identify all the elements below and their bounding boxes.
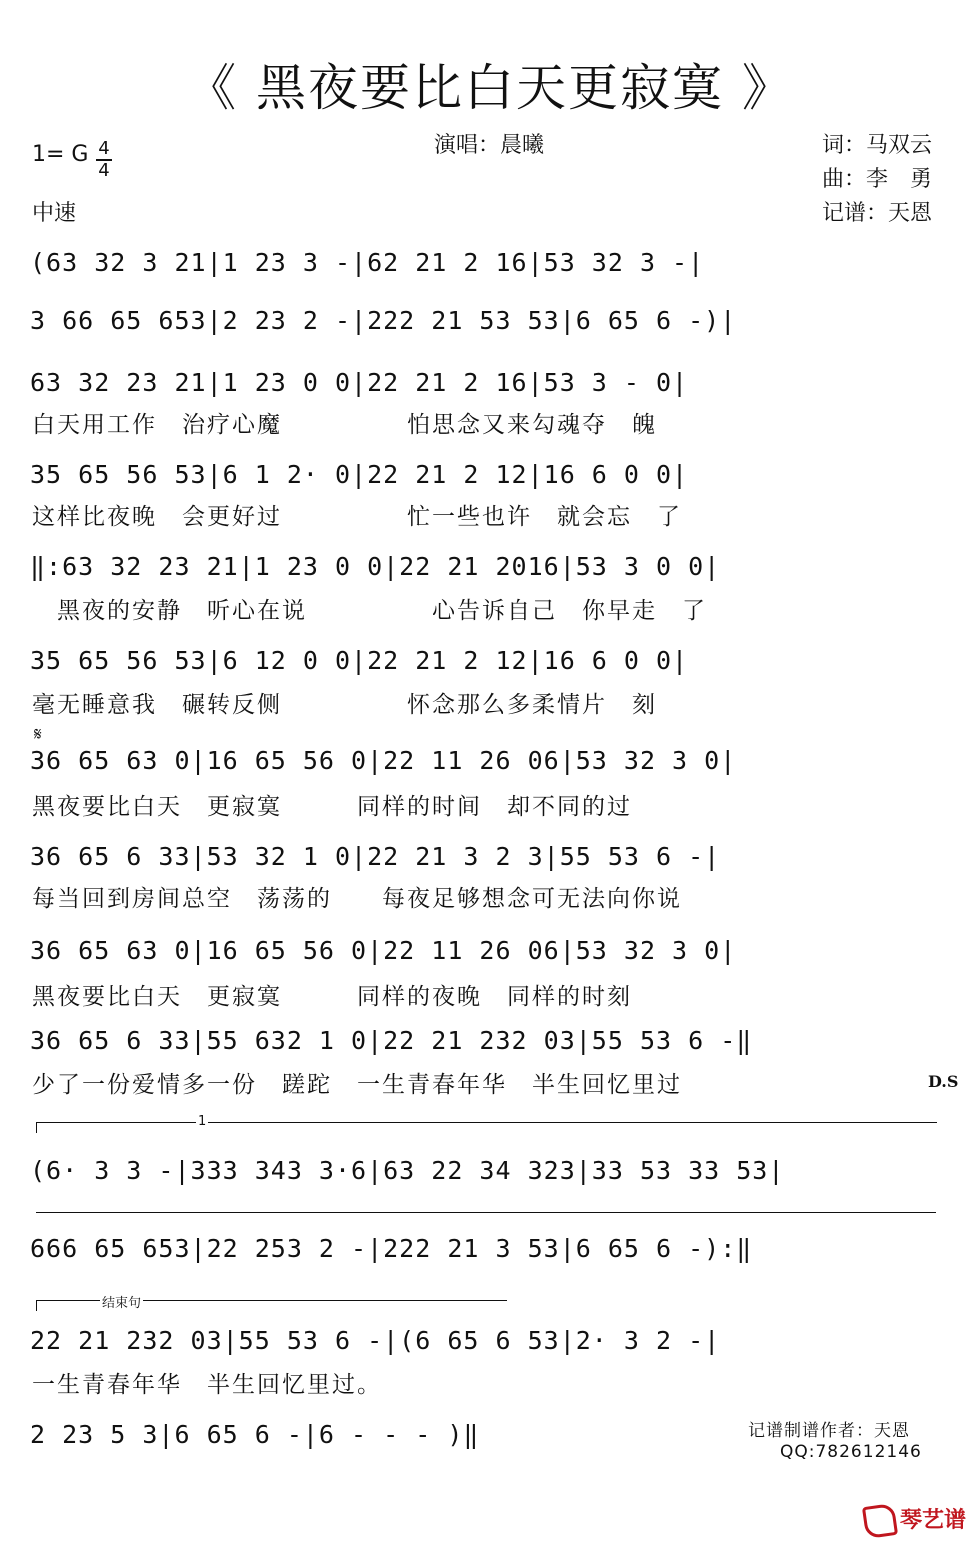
lyric-line: 一生青春年华 半生回忆里过。	[32, 1372, 382, 1398]
time-signature-bottom: 4	[98, 160, 110, 181]
notation-line: ‖:63 32 23 21|1 23 0 0|22 21 2016|53 3 0 0|	[30, 552, 721, 581]
notation-line: 35 65 56 53|6 12 0 0|22 21 2 12|16 6 0 0|	[30, 646, 689, 675]
volta-bracket	[36, 1122, 937, 1133]
credit-qq: QQ:782612146	[780, 1442, 922, 1462]
lyric-line: 黑夜要比白天 更寂寞 同样的时间 却不同的过	[32, 794, 632, 820]
lyric-line: 白天用工作 治疗心魔 怕思念又来勾魂夺 魄	[32, 412, 657, 438]
notation-line: 63 32 23 21|1 23 0 0|22 21 2 16|53 3 - 0|	[30, 368, 689, 397]
notation-line: (63 32 3 21|1 23 3 -|62 21 2 16|53 32 3 -|	[30, 248, 705, 277]
logo-icon	[862, 1503, 898, 1539]
segno-icon: 𝄋	[34, 724, 42, 745]
credit-author: 记谱制谱作者：天恩	[748, 1421, 910, 1441]
notation-line: 3 66 65 653|2 23 2 -|222 21 53 53|6 65 6 -)|	[30, 306, 737, 335]
notation-line: 36 65 6 33|53 32 1 0|22 21 3 2 3|55 53 6 -|	[30, 842, 721, 871]
notation-line: 22 21 232 03|55 53 6 -|(6 65 6 53|2· 3 2 -|	[30, 1326, 721, 1355]
notation-line: 36 65 6 33|55 632 1 0|22 21 232 03|55 53 6 -‖	[30, 1026, 753, 1055]
transcriber: 记谱：天恩	[822, 201, 933, 226]
lyric-line: 这样比夜晚 会更好过 忙一些也许 就会忘 了	[32, 504, 682, 530]
page-title: 《 黑夜要比白天更寂寞 》	[186, 59, 794, 117]
lyric-line: 少了一份爱情多一份 蹉跎 一生青春年华 半生回忆里过	[32, 1072, 682, 1098]
singer: 演唱：晨曦	[434, 133, 545, 158]
notation-line: 36 65 63 0|16 65 56 0|22 11 26 06|53 32 3 0|	[30, 936, 737, 965]
site-logo	[864, 1503, 966, 1537]
lyricist: 词：马双云	[822, 133, 933, 158]
tempo: 中速	[32, 201, 77, 226]
lyric-line: 毫无睡意我 碾转反侧 怀念那么多柔情片 刻	[32, 692, 657, 718]
lyric-line: 黑夜的安静 听心在说 心告诉自己 你早走 了	[32, 598, 707, 624]
ending-label: 结束句	[100, 1292, 143, 1311]
notation-line: 36 65 63 0|16 65 56 0|22 11 26 06|53 32 3 0|	[30, 746, 737, 775]
lyric-line: 黑夜要比白天 更寂寞 同样的夜晚 同样的时刻	[32, 984, 632, 1010]
notation-line: 35 65 56 53|6 1 2· 0|22 21 2 12|16 6 0 0|	[30, 460, 689, 489]
ds-mark: D.S	[928, 1072, 959, 1091]
notation-line: 666 65 653|22 253 2 -|222 21 3 53|6 65 6 -):‖	[30, 1234, 753, 1263]
logo-text: 琴艺谱	[899, 1508, 966, 1533]
time-signature	[96, 140, 112, 180]
key-signature: 1= G	[32, 142, 89, 167]
volta-line	[36, 1212, 936, 1223]
notation-line: (6· 3 3 -|333 343 3·6|63 22 34 323|33 53 33 53|	[30, 1156, 785, 1185]
lyric-line: 每当回到房间总空 荡荡的 每夜足够想念可无法向你说	[32, 886, 682, 912]
time-signature-top: 4	[98, 138, 110, 159]
notation-line: 2 23 5 3|6 65 6 -|6 - - - )‖	[30, 1420, 480, 1449]
volta-label: 1	[198, 1114, 207, 1129]
composer: 曲：李 勇	[822, 167, 933, 192]
